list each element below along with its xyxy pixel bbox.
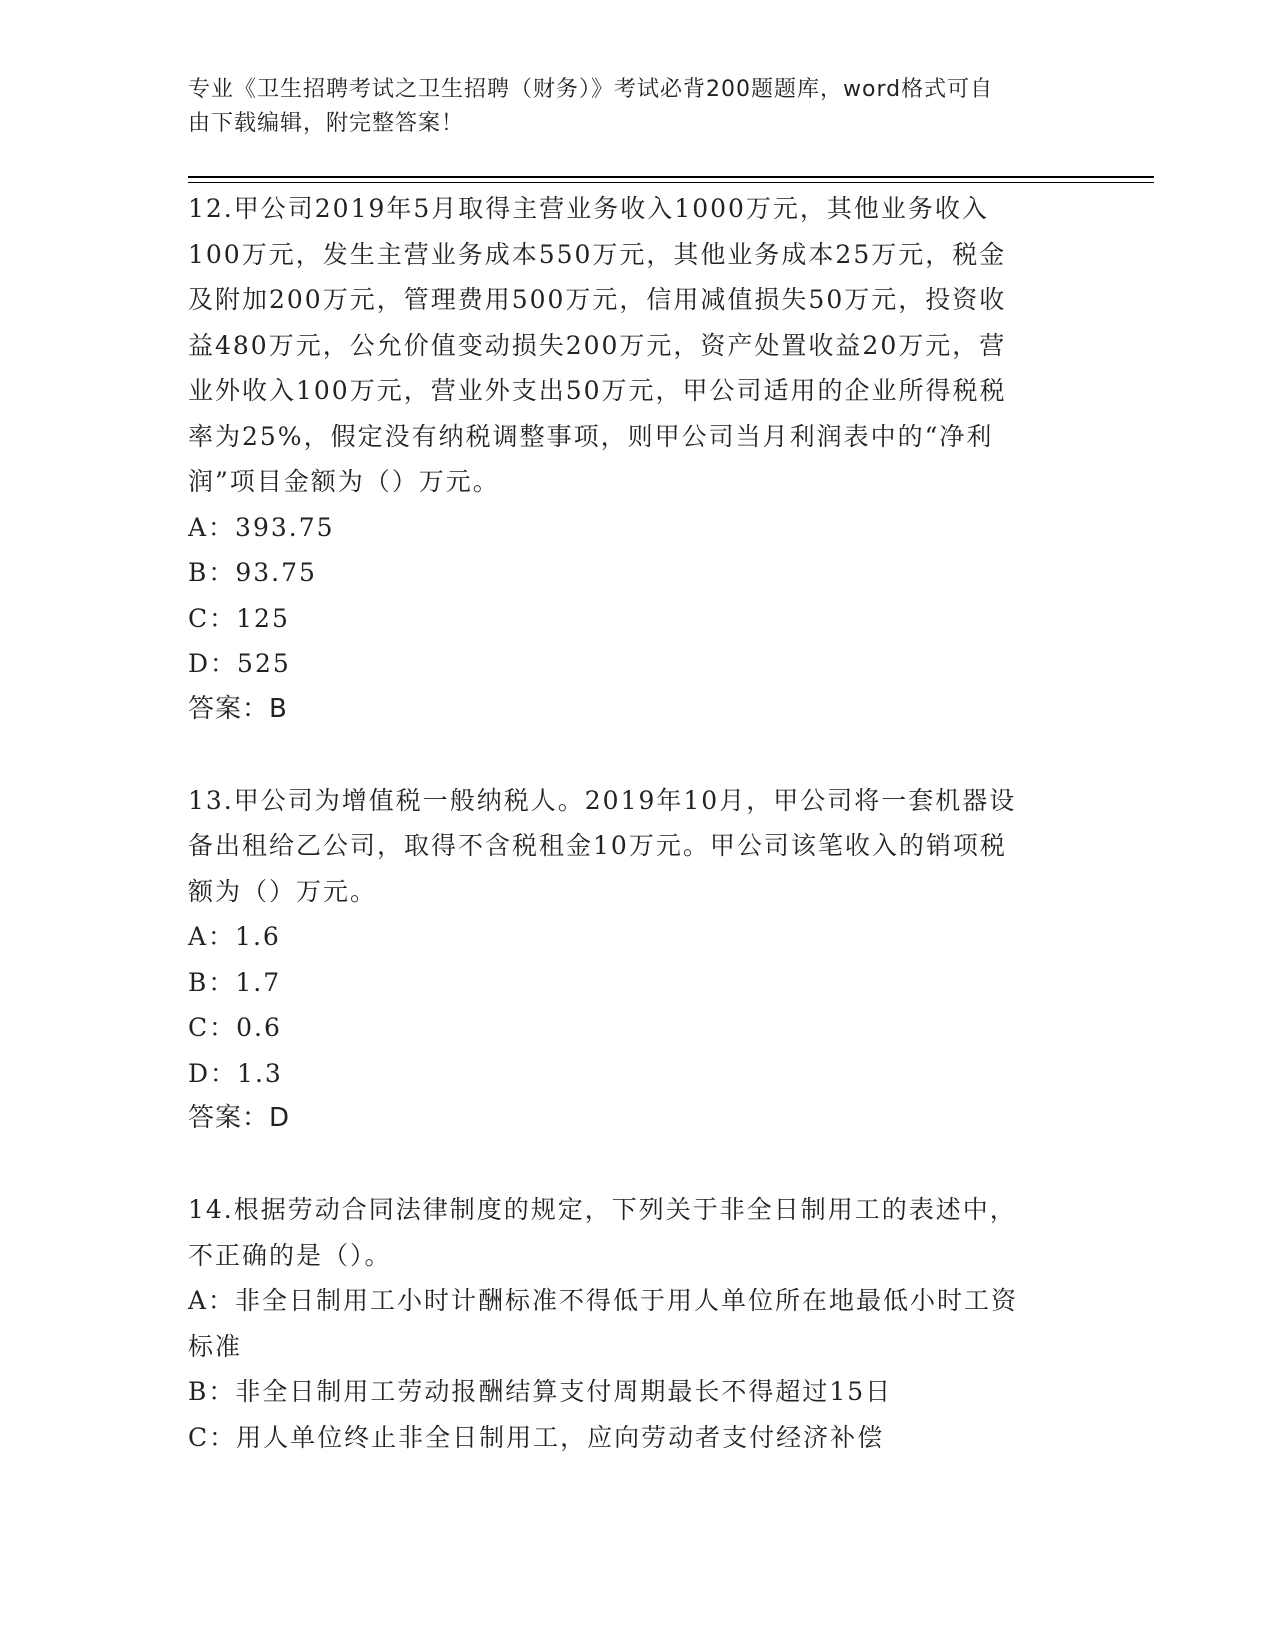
option-a-continued: 标准 — [188, 1331, 243, 1361]
option-b: B：93.75 — [188, 558, 317, 587]
option-c: C：0.6 — [188, 1013, 282, 1042]
option-b: B：非全日制用工劳动报酬结算支付周期最长不得超过15日 — [188, 1377, 893, 1406]
option-c: C：125 — [188, 603, 290, 633]
question-block — [188, 778, 1068, 1142]
question-stem-line: 13.甲公司为增值税一般纳税人。2019年10月，甲公司将一套机器设 — [188, 785, 1017, 815]
question-stem-line: 润”项目金额为（）万元。 — [188, 467, 500, 496]
question-stem-line: 备出租给乙公司，取得不含税租金10万元。甲公司该笔收入的销项税 — [188, 831, 1007, 860]
option-d: D：1.3 — [188, 1058, 283, 1088]
option-a: A：非全日制用工小时计酬标准不得低于用人单位所在地最低小时工资 — [188, 1286, 1019, 1315]
question-stem-line: 12.甲公司2019年5月取得主营业务收入1000万元，其他业务收入 — [188, 194, 989, 223]
question-stem-line: 及附加200万元，管理费用500万元，信用减值损失50万元，投资收 — [188, 285, 1007, 314]
question-spacer — [188, 1142, 1068, 1188]
question-stem-line: 14.根据劳动合同法律制度的规定，下列关于非全日制用工的表述中， — [188, 1195, 1017, 1224]
option-c: C：用人单位终止非全日制用工，应向劳动者支付经济补偿 — [188, 1422, 885, 1452]
header-divider-thin — [188, 182, 1154, 183]
option-b: B：1.7 — [188, 967, 282, 997]
answer-line: 答案：D — [188, 1103, 291, 1133]
option-d: D：525 — [188, 649, 291, 678]
question-stem-line: 业外收入100万元，营业外支出50万元，甲公司适用的企业所得税税 — [188, 376, 1007, 405]
header-divider-thick — [188, 176, 1154, 178]
question-spacer — [188, 732, 1068, 778]
question-stem-line: 率为25%，假定没有纳税调整事项，则甲公司当月利润表中的“净利 — [188, 421, 994, 451]
option-a: A：1.6 — [188, 922, 281, 951]
question-block — [188, 1187, 1068, 1460]
question-stem-line: 益480万元，公允价值变动损失200万元，资产处置收益20万元，营 — [188, 330, 1007, 360]
question-list — [188, 186, 1068, 1460]
question-stem-line: 不正确的是（）。 — [188, 1240, 392, 1270]
question-stem-line: 额为（）万元。 — [188, 876, 378, 906]
header-line: 专业《卫生招聘考试之卫生招聘（财务）》考试必背200题题库，word格式可自 — [188, 77, 994, 102]
answer-line: 答案：B — [188, 693, 288, 724]
header-line: 由下载编辑，附完整答案！ — [188, 111, 465, 136]
document-header — [188, 73, 1068, 141]
option-a: A：393.75 — [188, 512, 335, 542]
question-stem-line: 100万元，发生主营业务成本550万元，其他业务成本25万元，税金 — [188, 239, 1007, 269]
question-block — [188, 186, 1068, 732]
